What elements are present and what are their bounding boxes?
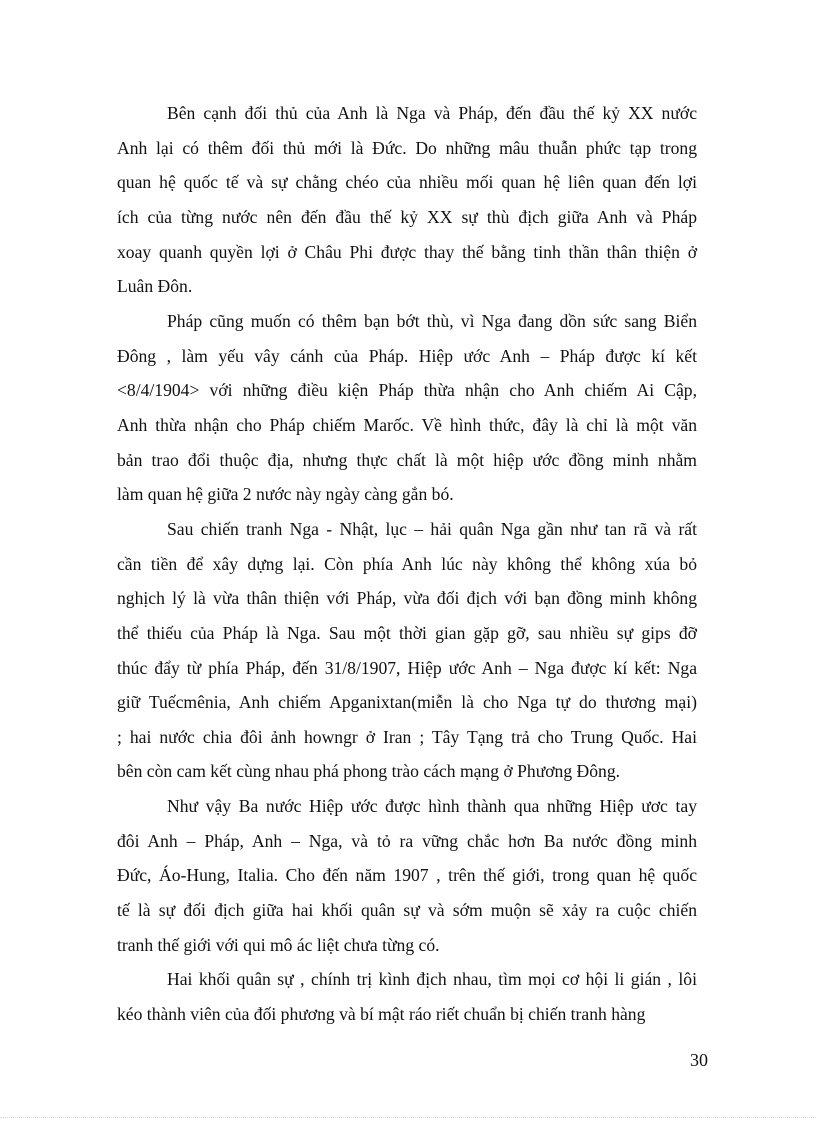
text-line: cần tiền để xây dựng lại. Còn phía Anh lúc này không thể không xúa bỏ bbox=[117, 553, 697, 574]
text-line: làm quan hệ giữa 2 nước này ngày càng gắn bó. bbox=[117, 484, 454, 505]
text-line: đôi Anh – Pháp, Anh – Nga, và tỏ ra vững chắc hơn Ba nước đồng minh bbox=[117, 830, 697, 851]
text-line: ; hai nước chia đôi ảnh howngr ở Iran ; Tây Tạng trả cho Trung Quốc. Hai bbox=[117, 726, 697, 747]
paragraph-3 bbox=[117, 512, 697, 789]
text-line: tranh thế giới với qui mô ác liệt chưa từng có. bbox=[117, 934, 440, 955]
text-line: giữ Tuếcmênia, Anh chiếm Apganixtan(miễn là cho Nga tự do thương mại) bbox=[117, 692, 697, 713]
text-line: thúc đẩy từ phía Pháp, đến 31/8/1907, Hiệp ước Anh – Nga được kí kết: Nga bbox=[117, 657, 697, 678]
text-line: Như vậy Ba nước Hiệp ước được hình thành qua những Hiệp ươc tay bbox=[167, 796, 697, 817]
paragraph-4 bbox=[117, 789, 697, 962]
text-line: Anh thừa nhận cho Pháp chiếm Marốc. Về hình thức, đây là chỉ là một văn bbox=[117, 414, 697, 435]
text-line: ích của từng nước nên đến đầu thế kỷ XX sự thù địch giữa Anh và Pháp bbox=[117, 206, 697, 227]
text-line: tế là sự đối địch giữa hai khối quân sự và sớm muộn sẽ xảy ra cuộc chiến bbox=[117, 900, 697, 921]
text-line: <8/4/1904> với những điều kiện Pháp thừa nhận cho Anh chiếm Ai Cập, bbox=[117, 380, 697, 401]
text-line: bên còn cam kết cùng nhau phá phong trào cách mạng ở Phương Đông. bbox=[117, 761, 621, 782]
text-line: Luân Đôn. bbox=[117, 276, 193, 297]
text-line: Sau chiến tranh Nga - Nhật, lục – hải quân Nga gần như tan rã và rất bbox=[167, 518, 697, 539]
text-line: bản trao đổi thuộc địa, nhưng thực chất là một hiệp ước đồng minh nhằm bbox=[117, 449, 697, 470]
text-line: thể thiếu của Pháp là Nga. Sau một thời gian gặp gỡ, sau nhiều sự gips đỡ bbox=[117, 622, 697, 643]
text-line: Anh lại có thêm đối thủ mới là Đức. Do những mâu thuẫn phức tạp trong bbox=[117, 137, 697, 158]
text-line: nghịch lý là vừa thân thiện với Pháp, vừa đối địch với bạn đồng minh không bbox=[117, 588, 697, 609]
text-line: kéo thành viên của đối phương và bí mật ráo riết chuẩn bị chiến tranh hàng bbox=[117, 1004, 646, 1025]
text-line: Bên cạnh đối thủ của Anh là Nga và Pháp, đến đầu thế kỷ XX nước bbox=[167, 103, 697, 123]
paragraph-2 bbox=[117, 304, 697, 512]
text-line: xoay quanh quyền lợi ở Châu Phi được thay thế bằng tinh thần thân thiện ở bbox=[117, 241, 697, 262]
text-line: Đức, Áo-Hung, Italia. Cho đến năm 1907 , trên thế giới, trong quan hệ quốc bbox=[117, 865, 697, 886]
body-text bbox=[117, 96, 697, 1032]
page-bottom-divider bbox=[0, 1117, 816, 1118]
text-line: Đông , làm yếu vây cánh của Pháp. Hiệp ước Anh – Pháp được kí kết bbox=[117, 345, 697, 366]
text-line: quan hệ quốc tế và sự chằng chéo của nhiều mối quan hệ liên quan đến lợi bbox=[117, 172, 697, 193]
paragraph-5 bbox=[117, 962, 697, 1031]
paragraph-1 bbox=[117, 96, 697, 304]
text-line: Hai khối quân sự , chính trị kình địch nhau, tìm mọi cơ hội li gián , lôi bbox=[167, 969, 697, 990]
page-number: 30 bbox=[690, 1050, 708, 1070]
text-line: Pháp cũng muốn có thêm bạn bớt thù, vì Nga đang dồn sức sang Biển bbox=[167, 310, 697, 331]
